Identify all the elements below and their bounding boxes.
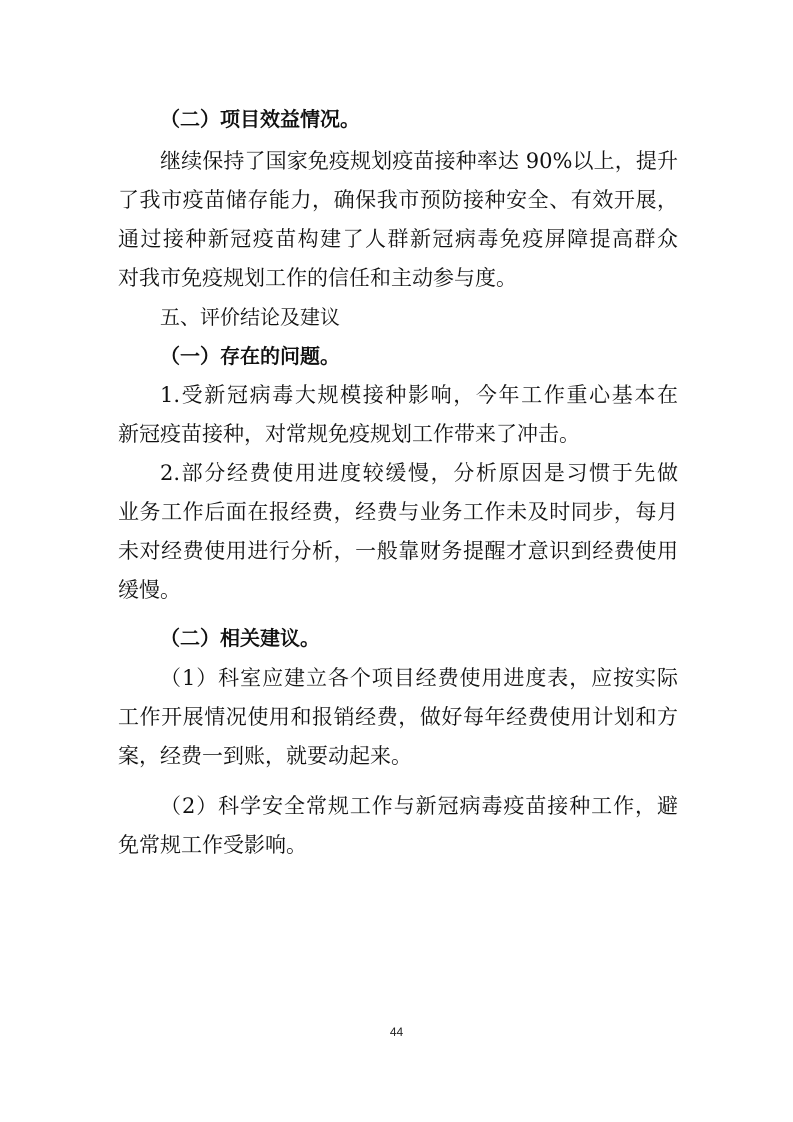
page-number: 44 — [389, 1025, 404, 1039]
section-heading-evaluation: 五、评价结论及建议 — [160, 305, 340, 329]
heading-project-benefits: （二）项目效益情况。 — [160, 107, 360, 131]
paragraph-line: 2.部分经费使用进度较缓慢，分析原因是习惯于先做 — [160, 461, 678, 485]
paragraph-line: 通过接种新冠疫苗构建了人群新冠病毒免疫屏障提高群众 — [118, 227, 678, 251]
paragraph-line: 业务工作后面在报经费，经费与业务工作未及时同步，每月 — [118, 500, 678, 524]
paragraph-line: 新冠疫苗接种，对常规免疫规划工作带来了冲击。 — [118, 422, 580, 446]
paragraph-line: （1）科室应建立各个项目经费使用进度表，应按实际 — [160, 666, 678, 690]
paragraph-line: 案，经费一到账，就要动起来。 — [118, 744, 412, 768]
paragraph-line: 了我市疫苗储存能力，确保我市预防接种安全、有效开展， — [118, 188, 678, 212]
heading-existing-problems: （一）存在的问题。 — [160, 344, 340, 368]
paragraph-line: 缓慢。 — [118, 578, 181, 602]
paragraph-line: 对我市免疫规划工作的信任和主动参与度。 — [118, 266, 517, 290]
paragraph-line: （2）科学安全常规工作与新冠病毒疫苗接种工作，避 — [160, 794, 678, 818]
paragraph-line: 1.受新冠病毒大规模接种影响，今年工作重心基本在 — [160, 383, 678, 407]
heading-related-suggestions: （二）相关建议。 — [160, 626, 320, 650]
paragraph-line: 工作开展情况使用和报销经费，做好每年经费使用计划和方 — [118, 705, 678, 729]
paragraph-line: 继续保持了国家免疫规划疫苗接种率达 90%以上，提升 — [160, 149, 678, 173]
paragraph-line: 未对经费使用进行分析，一般靠财务提醒才意识到经费使用 — [118, 539, 678, 563]
paragraph-line: 免常规工作受影响。 — [118, 833, 307, 857]
